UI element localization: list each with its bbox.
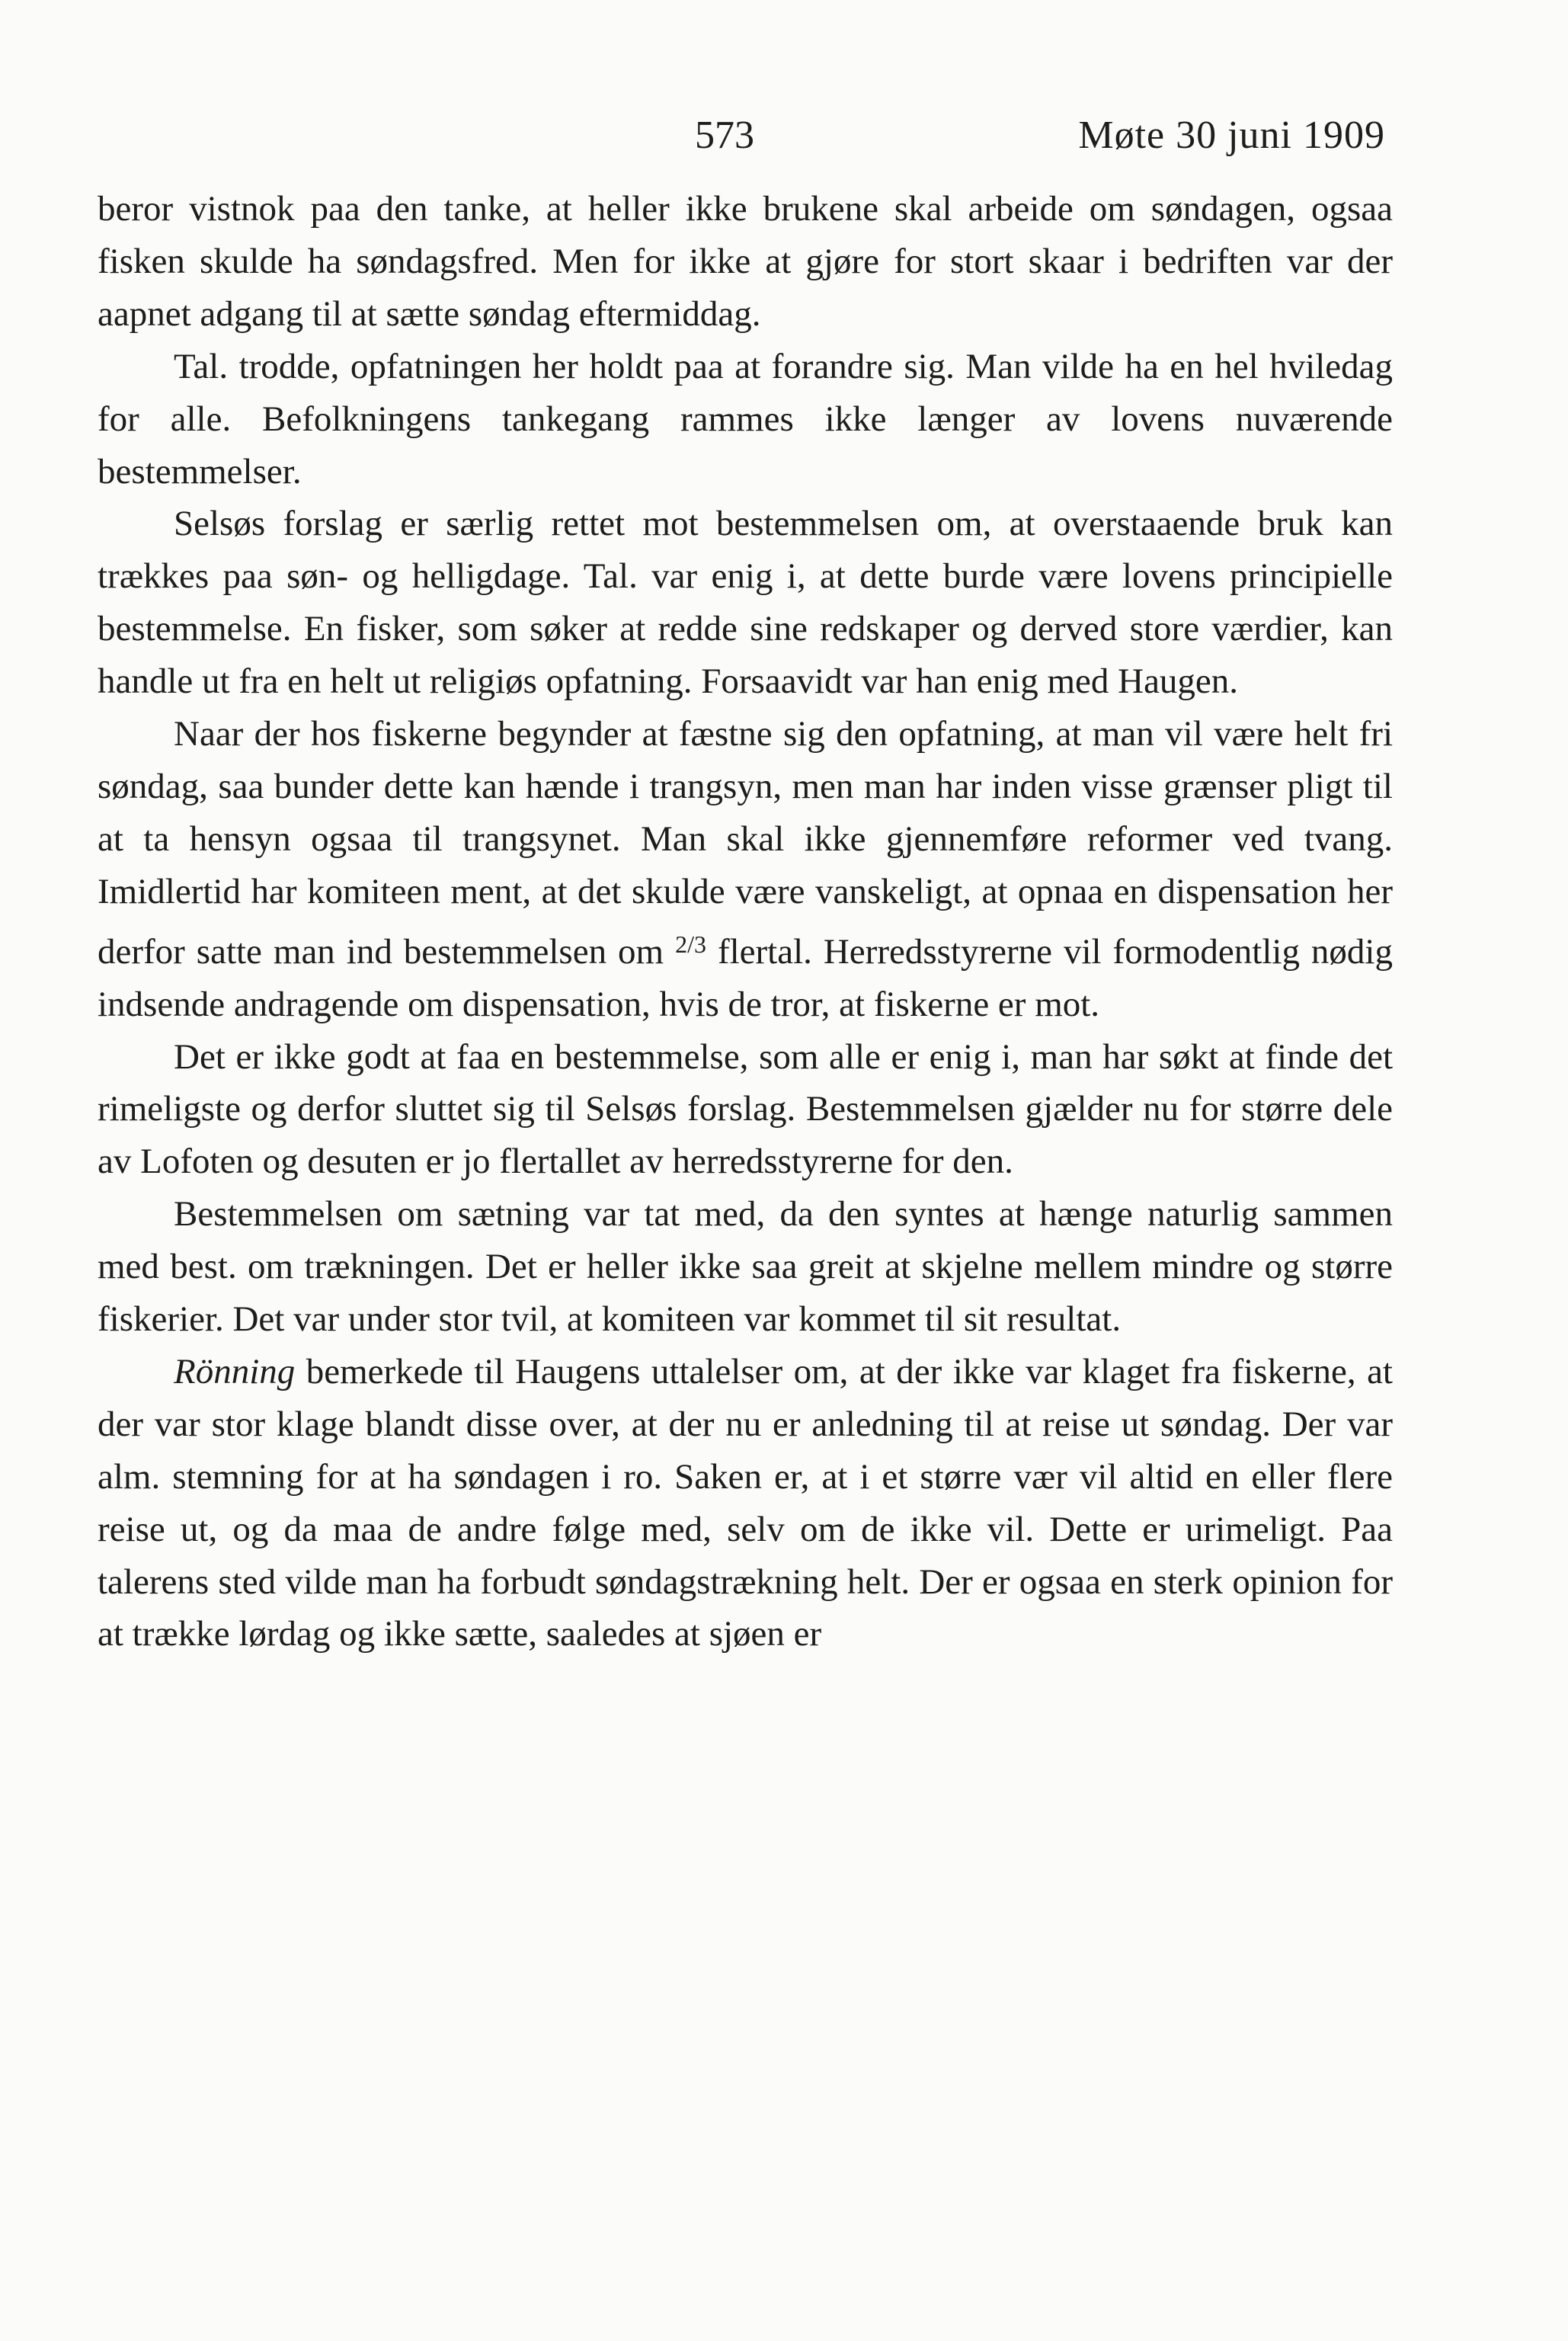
speaker-name: Rönning xyxy=(174,1351,296,1391)
paragraph: Tal. trodde, opfatningen her holdt paa at forandre sig. Man vilde ha en hel hviledag for alle. Befolkningens tankegang rammes ikke længer av lovens nuværende bestemmelser. xyxy=(98,346,1393,492)
paragraph: Bestemmelsen om sætning var tat med, da den syntes at hænge naturlig sammen med best. om trækningen. Det er heller ikke saa greit at skjelne mellem mindre og større fiskerier. Det var under stor tvil, at komiteen var kommet til sit resultat. xyxy=(98,1194,1393,1340)
paragraph xyxy=(98,1346,1393,1660)
paragraph: Selsøs forslag er særlig rettet mot bestemmelsen om, at overstaaende bruk kan trækkes paa søn- og helligdage. Tal. var enig i, at dette burde være lovens principielle bestemmelse. En fisker, som søker at redde sine redskaper og derved store værdier, kan handle ut fra en helt ut religiøs opfatning. Forsaavidt var han enig med Haugen. xyxy=(98,504,1393,702)
fraction: 2/3 xyxy=(675,930,706,958)
paragraph-text: bemerkede til Haugens uttalelser om, at der ikke var klaget fra fiskerne, at der var stor klage blandt disse over, at der nu er anledning til at reise ut søndag. Der var alm. stemning for at ha søndagen i ro. Saken er, at i et større vær vil altid en eller flere reise ut, og da maa de andre følge med, selv om de ikke vil. Dette er urimeligt. Paa talerens sted vilde man ha forbudt søndagstrækning helt. Der er ogsaa en sterk opinion for at trække lørdag og ikke sætte, saaledes at sjøen er xyxy=(98,1351,1393,1654)
paragraph-text: Naar der hos fiskerne begynder at fæstne sig den opfatning, at man vil være helt fri søndag, saa bunder dette kan hænde i trangsyn, men man har inden visse grænser pligt til at ta hensyn ogsaa til trangsynet. Man skal ikke gjennemføre reformer ved tvang. Imidlertid har komiteen ment, at det skulde være vanskeligt, at opnaa en dispensation her derfor satte man ind bestemmelsen om xyxy=(98,714,1393,972)
paragraph: beror vistnok paa den tanke, at heller ikke brukene skal arbeide om søndagen, ogsaa fisken skulde ha søndagsfred. Men for ikke at gjøre for stort skaar i bedriften var der aapnet adgang til at sætte søndag eftermiddag. xyxy=(98,189,1393,334)
page-header xyxy=(0,113,1568,166)
page-number: 573 xyxy=(695,114,754,157)
paragraph xyxy=(98,708,1393,1030)
paragraph: Det er ikke godt at faa en bestemmelse, som alle er enig i, man har søkt at finde det rimeligste og derfor sluttet sig til Selsøs forslag. Bestemmelsen gjælder nu for større dele av Lofoten og desuten er jo flertallet av herredsstyrerne for den. xyxy=(98,1036,1393,1182)
body-text xyxy=(98,183,1393,1660)
paragraph-text: flertal. Herredsstyrerne vil formodentlig nødig indsende andragende om dispensation, hvis de tror, at fiskerne er mot. xyxy=(98,931,1393,1024)
meeting-date: Møte 30 juni 1909 xyxy=(1078,114,1385,157)
